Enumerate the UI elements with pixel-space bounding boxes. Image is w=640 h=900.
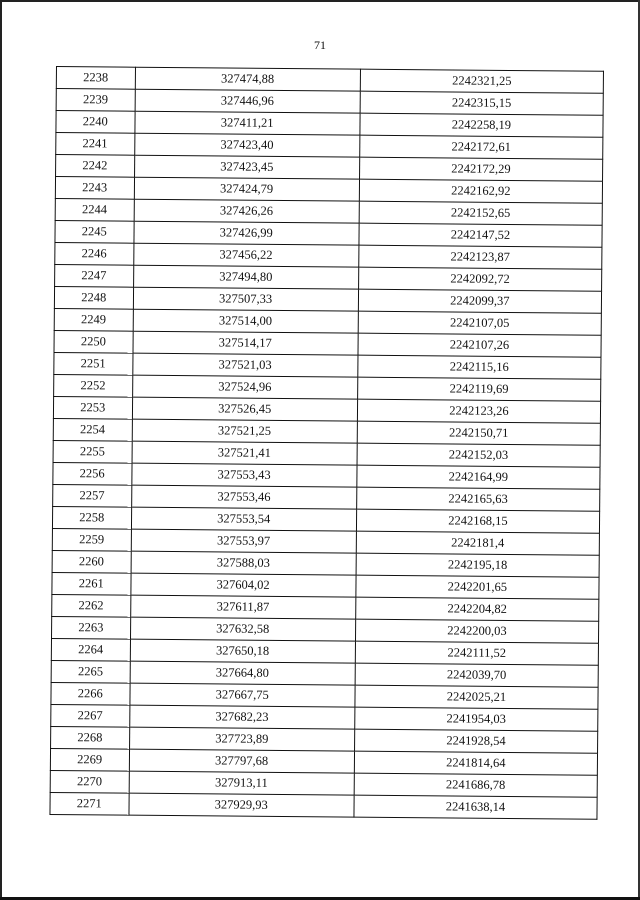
y-coordinate-cell: 2242115,16 (358, 355, 601, 379)
point-number-cell: 2260 (52, 550, 131, 573)
x-coordinate-cell: 327723,89 (129, 727, 354, 751)
y-coordinate-cell: 2242321,25 (360, 69, 603, 93)
point-number-cell: 2267 (51, 704, 130, 727)
point-number-cell: 2252 (54, 374, 133, 397)
y-coordinate-cell: 2242152,03 (357, 443, 600, 467)
x-coordinate-cell: 327604,02 (130, 573, 355, 597)
y-coordinate-cell: 2242172,61 (360, 135, 603, 159)
y-coordinate-cell: 2242111,52 (355, 641, 598, 665)
x-coordinate-cell: 327632,58 (130, 617, 355, 641)
y-coordinate-cell: 2242107,26 (358, 333, 601, 357)
x-coordinate-cell: 327553,46 (131, 485, 356, 509)
point-number-cell: 2238 (56, 67, 135, 90)
point-number-cell: 2245 (55, 220, 134, 243)
x-coordinate-cell: 327514,00 (133, 309, 358, 333)
point-number-cell: 2268 (51, 726, 130, 749)
point-number-cell: 2254 (53, 418, 132, 441)
y-coordinate-cell: 2242315,15 (360, 91, 603, 115)
y-coordinate-cell: 2242164,99 (357, 465, 600, 489)
y-coordinate-cell: 2242195,18 (356, 553, 599, 577)
scan-edge-left (0, 0, 2, 900)
x-coordinate-cell: 327426,26 (134, 199, 359, 223)
point-number-cell: 2250 (54, 330, 133, 353)
y-coordinate-cell: 2242165,63 (356, 487, 599, 511)
x-coordinate-cell: 327553,54 (131, 507, 356, 531)
coordinates-table-body (50, 67, 604, 820)
x-coordinate-cell: 327424,79 (134, 177, 359, 201)
x-coordinate-cell: 327667,75 (129, 683, 354, 707)
x-coordinate-cell: 327507,33 (133, 287, 358, 311)
y-coordinate-cell: 2242123,87 (359, 245, 602, 269)
x-coordinate-cell: 327553,43 (131, 463, 356, 487)
y-coordinate-cell: 2241954,03 (355, 707, 598, 731)
y-coordinate-cell: 2242201,65 (356, 575, 599, 599)
point-number-cell: 2246 (55, 242, 134, 265)
point-number-cell: 2251 (54, 352, 133, 375)
point-number-cell: 2247 (55, 264, 134, 287)
point-number-cell: 2257 (53, 484, 132, 507)
point-number-cell: 2271 (50, 792, 129, 815)
table-row (50, 792, 597, 819)
x-coordinate-cell: 327797,68 (129, 749, 354, 773)
y-coordinate-cell: 2242025,21 (355, 685, 598, 709)
y-coordinate-cell: 2242099,37 (358, 289, 601, 313)
x-coordinate-cell: 327526,45 (132, 397, 357, 421)
point-number-cell: 2249 (54, 308, 133, 331)
point-number-cell: 2248 (54, 286, 133, 309)
y-coordinate-cell: 2242200,03 (355, 619, 598, 643)
point-number-cell: 2240 (56, 111, 135, 134)
point-number-cell: 2256 (53, 462, 132, 485)
x-coordinate-cell: 327524,96 (132, 375, 357, 399)
y-coordinate-cell: 2242150,71 (357, 421, 600, 445)
y-coordinate-cell: 2242258,19 (360, 113, 603, 137)
x-coordinate-cell: 327588,03 (131, 551, 356, 575)
y-coordinate-cell: 2242168,15 (356, 509, 599, 533)
x-coordinate-cell: 327650,18 (130, 639, 355, 663)
x-coordinate-cell: 327411,21 (134, 111, 359, 135)
y-coordinate-cell: 2241814,64 (354, 751, 597, 775)
x-coordinate-cell: 327521,25 (132, 419, 357, 443)
point-number-cell: 2259 (52, 528, 131, 551)
x-coordinate-cell: 327514,17 (133, 331, 358, 355)
page-number: 71 (314, 38, 326, 52)
point-number-cell: 2255 (53, 440, 132, 463)
x-coordinate-cell: 327521,41 (132, 441, 357, 465)
x-coordinate-cell: 327913,11 (129, 771, 354, 795)
y-coordinate-cell: 2242152,65 (359, 201, 602, 225)
point-number-cell: 2242 (56, 155, 135, 178)
point-number-cell: 2263 (52, 616, 131, 639)
y-coordinate-cell: 2242039,70 (355, 663, 598, 687)
x-coordinate-cell: 327456,22 (133, 243, 358, 267)
y-coordinate-cell: 2242172,29 (359, 157, 602, 181)
x-coordinate-cell: 327494,80 (133, 265, 358, 289)
y-coordinate-cell: 2241638,14 (354, 795, 597, 819)
y-coordinate-cell: 2242162,92 (359, 179, 602, 203)
y-coordinate-cell: 2242119,69 (357, 377, 600, 401)
y-coordinate-cell: 2242123,26 (357, 399, 600, 423)
y-coordinate-cell: 2241686,78 (354, 773, 597, 797)
x-coordinate-cell: 327423,45 (134, 155, 359, 179)
x-coordinate-cell: 327446,96 (135, 89, 360, 113)
y-coordinate-cell: 2242204,82 (355, 597, 598, 621)
x-coordinate-cell: 327682,23 (129, 705, 354, 729)
point-number-cell: 2239 (56, 89, 135, 112)
y-coordinate-cell: 2242147,52 (359, 223, 602, 247)
x-coordinate-cell: 327426,99 (133, 221, 358, 245)
x-coordinate-cell: 327611,87 (130, 595, 355, 619)
x-coordinate-cell: 327521,03 (132, 353, 357, 377)
point-number-cell: 2258 (52, 506, 131, 529)
scan-edge-top (0, 0, 640, 2)
point-number-cell: 2265 (51, 660, 130, 683)
point-number-cell: 2243 (55, 177, 134, 200)
point-number-cell: 2266 (51, 682, 130, 705)
point-number-cell: 2244 (55, 198, 134, 221)
y-coordinate-cell: 2242107,05 (358, 311, 601, 335)
y-coordinate-cell: 2241928,54 (354, 729, 597, 753)
y-coordinate-cell: 2242092,72 (358, 267, 601, 291)
point-number-cell: 2261 (52, 572, 131, 595)
x-coordinate-cell: 327929,93 (128, 793, 353, 817)
x-coordinate-cell: 327474,88 (135, 67, 360, 91)
point-number-cell: 2262 (52, 594, 131, 617)
point-number-cell: 2270 (50, 770, 129, 793)
x-coordinate-cell: 327553,97 (131, 529, 356, 553)
point-number-cell: 2253 (53, 396, 132, 419)
x-coordinate-cell: 327664,80 (130, 661, 355, 685)
point-number-cell: 2241 (56, 133, 135, 156)
point-number-cell: 2269 (50, 748, 129, 771)
y-coordinate-cell: 2242181,4 (356, 531, 599, 555)
coordinates-table (49, 66, 604, 820)
x-coordinate-cell: 327423,40 (134, 133, 359, 157)
point-number-cell: 2264 (51, 638, 130, 661)
